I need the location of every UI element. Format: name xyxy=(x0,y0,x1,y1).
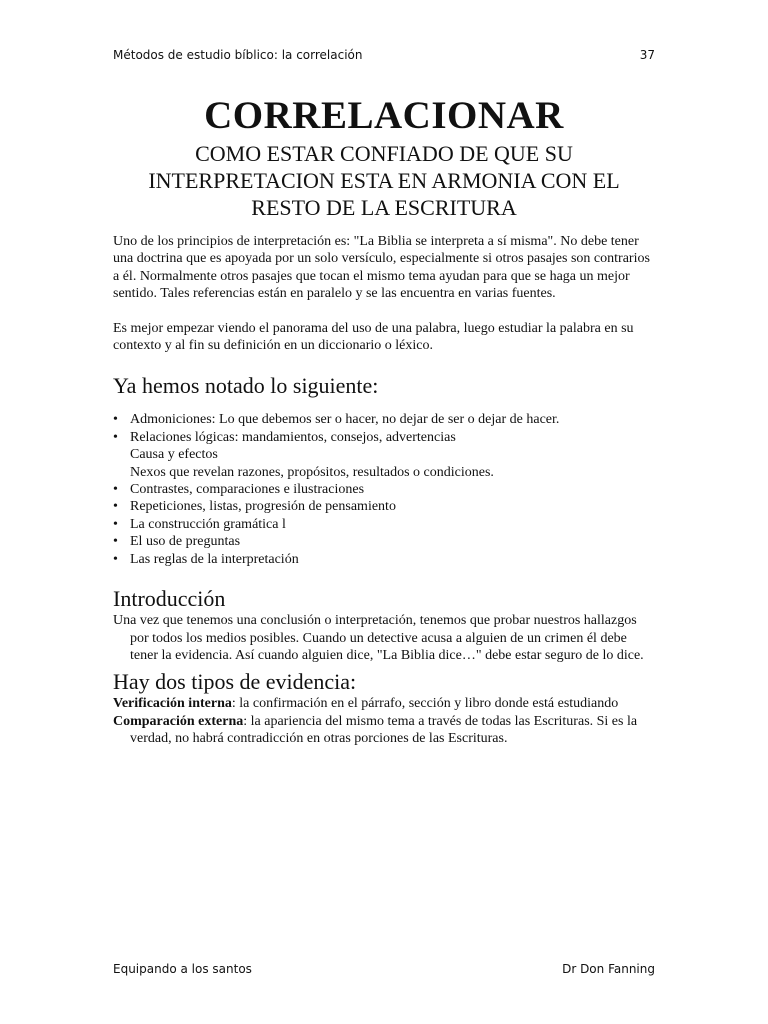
footer-book-title: Equipando a los santos xyxy=(113,962,252,976)
list-item xyxy=(113,516,655,533)
list-item-text: Contrastes, comparaciones e ilustraciones xyxy=(130,482,365,498)
list-item-text: Relaciones lógicas: mandamientos, consejos, advertencias xyxy=(130,429,456,445)
evidence-item xyxy=(113,713,655,748)
page-header xyxy=(113,48,655,62)
page-footer xyxy=(113,962,655,976)
list-item xyxy=(113,429,655,481)
list-item-text: La construcción gramática l xyxy=(130,516,286,532)
section-heading-noted: Ya hemos notado lo siguiente: xyxy=(113,373,379,399)
list-item xyxy=(113,551,655,568)
evidence-term: Comparación externa xyxy=(113,713,244,729)
approach-paragraph: Es mejor empezar viendo el panorama del uso de una palabra, luego estudiar la palabra en su contexto y al fin su definición en un diccionario o léxico. xyxy=(113,320,634,354)
bullet-icon: • xyxy=(113,551,118,567)
evidence-term: Verificación interna xyxy=(113,696,232,712)
list-item-text: Repeticiones, listas, progresión de pensamiento xyxy=(130,499,396,515)
header-title: Métodos de estudio bíblico: la correlación xyxy=(113,48,363,62)
footer-author: Dr Don Fanning xyxy=(562,962,655,976)
section-heading-evidence: Hay dos tipos de evidencia: xyxy=(113,669,357,695)
page-number: 37 xyxy=(639,48,655,62)
subtitle-line: INTERPRETACION ESTA EN ARMONIA CON EL xyxy=(148,168,620,193)
page-content xyxy=(113,94,655,748)
document-subtitle xyxy=(113,140,655,221)
noted-list xyxy=(113,411,655,568)
list-item-text: Las reglas de la interpretación xyxy=(130,551,299,567)
bullet-icon: • xyxy=(113,534,118,550)
bullet-icon: • xyxy=(113,499,118,515)
evidence-text: : la confirmación en el párrafo, sección y libro donde está estudiando xyxy=(231,696,619,712)
subtitle-line: RESTO DE LA ESCRITURA xyxy=(251,195,517,220)
bullet-icon: • xyxy=(113,516,118,532)
list-item xyxy=(113,498,655,515)
subtitle-line: COMO ESTAR CONFIADO DE QUE SU xyxy=(195,141,573,166)
document-title: CORRELACIONAR xyxy=(204,94,564,137)
evidence-text: : la apariencia del mismo tema a través de todas las Escrituras. Si es la verdad, no habrá contradicción en otras porciones de las Escrituras. xyxy=(130,713,638,747)
list-item xyxy=(113,533,655,550)
list-subitem: Causa y efectos xyxy=(130,447,218,463)
introduction-paragraph: Una vez que tenemos una conclusión o interpretación, tenemos que probar nuestros hallazgos por todos los medios posibles. Cuando un detective acusa a alguien de un crimen él debe tener la evidencia. Así cuando alguien dice, "La Biblia dice…" debe estar seguro de lo dice. xyxy=(113,613,644,663)
list-item xyxy=(113,481,655,498)
bullet-icon: • xyxy=(113,429,118,445)
bullet-icon: • xyxy=(113,482,118,498)
list-item-text: Admoniciones: Lo que debemos ser o hacer, no dejar de ser o dejar de hacer. xyxy=(130,412,560,428)
list-item xyxy=(113,411,655,428)
list-item-text: El uso de preguntas xyxy=(130,534,241,550)
bullet-icon: • xyxy=(113,412,118,428)
intro-paragraph: Uno de los principios de interpretación es: "La Biblia se interpreta a sí misma". No debe tener una doctrina que es apoyada por un solo versículo, especialmente si otros pasajes son contrarios a él. Normalmente otros pasajes que tocan el mismo tema ayudan para que se haga un mejor sentido. Tales referencias están en paralelo y se las encuentra en varias fuentes. xyxy=(113,234,650,302)
list-subitem: Nexos que revelan razones, propósitos, resultados o condiciones. xyxy=(130,464,494,480)
evidence-item xyxy=(113,695,655,712)
section-heading-introduction: Introducción xyxy=(113,586,226,612)
